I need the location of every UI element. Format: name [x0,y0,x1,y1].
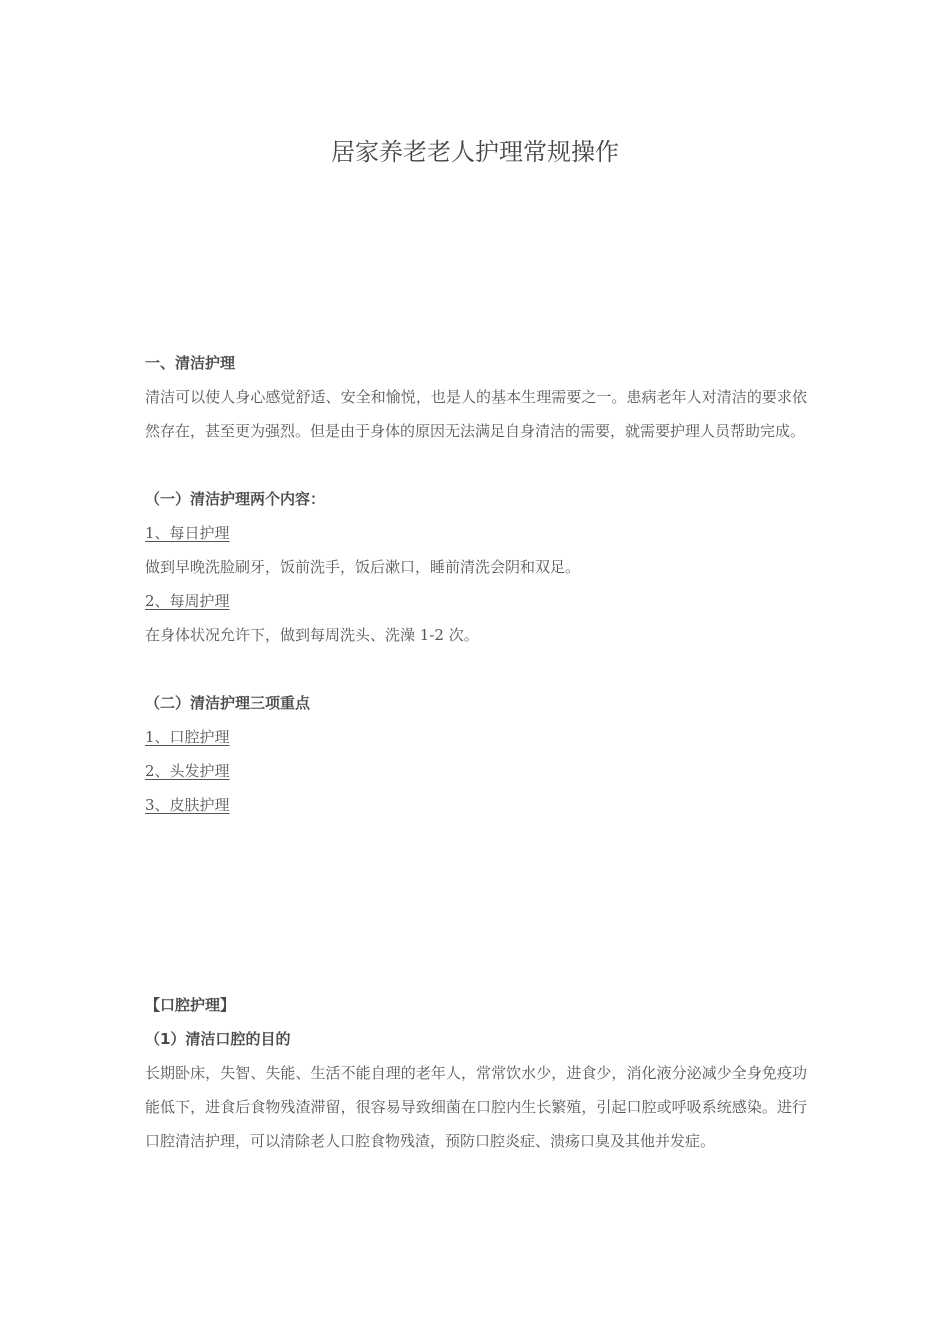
section-oral-care [145,988,807,1158]
oral-care-heading: 【口腔护理】 [145,996,236,1014]
section-heading: 一、清洁护理 [145,354,236,372]
section-intro-paragraph: 清洁可以使人身心感觉舒适、安全和愉悦，也是人的基本生理需要之一。患病老年人对清洁的要求依然存在，甚至更为强烈。但是由于身体的原因无法满足自身清洁的需要，就需要护理人员帮助完成。 [145,388,807,440]
oral-care-paragraph: 长期卧床，失智、失能、生活不能自理的老年人，常常饮水少，进食少，消化液分泌减少全身免疫功能低下，进食后食物残渣滞留，很容易导致细菌在口腔内生长繁殖，引起口腔或呼吸系统感染。进行口腔清洁护理，可以清除老人口腔食物残渣，预防口腔炎症、溃疡口臭及其他并发症。 [145,1064,807,1150]
oral-care-purpose-heading: （1）清洁口腔的目的 [145,1030,291,1048]
subsection-heading-three-focus: （二）清洁护理三项重点 [145,694,311,712]
focus-item-oral: 1、口腔护理 [145,728,230,746]
spacer [145,652,807,686]
item-daily-care-label: 1、每日护理 [145,524,230,542]
focus-item-skin: 3、皮肤护理 [145,796,230,814]
focus-item-hair: 2、头发护理 [145,762,230,780]
section-cleaning-care [145,346,807,822]
spacer [145,448,807,482]
item-weekly-care-text: 在身体状况允许下，做到每周洗头、洗澡 1-2 次。 [145,626,479,644]
item-daily-care-text: 做到早晚洗脸刷牙，饭前洗手，饭后漱口，睡前清洗会阴和双足。 [145,558,581,576]
document-title: 居家养老老人护理常规操作 [331,138,619,166]
subsection-heading-two-contents: （一）清洁护理两个内容： [145,490,326,508]
item-weekly-care-label: 2、每周护理 [145,592,230,610]
